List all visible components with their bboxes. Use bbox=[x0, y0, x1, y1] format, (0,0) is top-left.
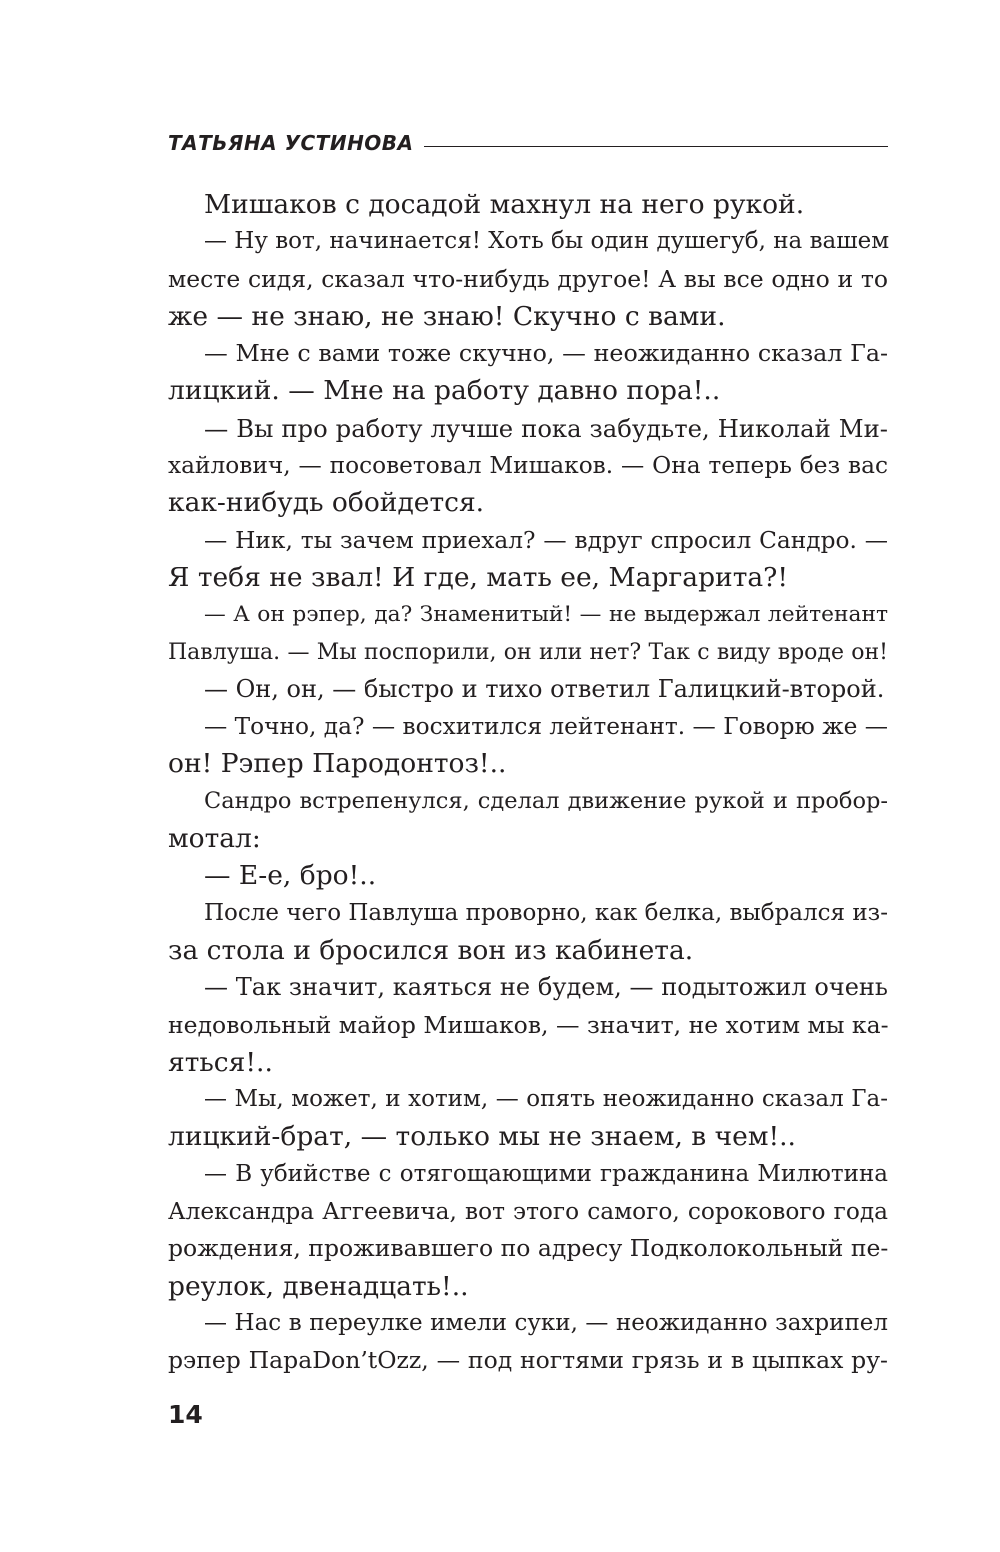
text-line: После чего Павлуша проворно, как белка, выбрался из- bbox=[204, 899, 888, 926]
text-line: — А он рэпер, да? Знаменитый! — не выдержал лейтенант bbox=[204, 602, 888, 628]
running-header-author: ТАТЬЯНА УСТИНОВА bbox=[168, 131, 414, 155]
text-line: — Мне с вами тоже скучно, — неожиданно сказал Га- bbox=[204, 339, 888, 368]
text-line: — Ник, ты зачем приехал? — вдруг спросил Сандро. — bbox=[204, 526, 888, 554]
text-line: — Мы, может, и хотим, — опять неожиданно сказал Га- bbox=[204, 1086, 888, 1113]
text-line: лицкий-брат, — только мы не знаем, в чем!.. bbox=[168, 1121, 796, 1153]
text-line: рэпер ПараDon’tOzz, — под ногтями грязь и в цыпках ру- bbox=[168, 1346, 888, 1375]
text-line: за стола и бросился вон из кабинета. bbox=[168, 934, 694, 966]
text-line: — В убийстве с отягощающими гражданина Милютина bbox=[204, 1160, 888, 1187]
text-line: — Е-е, бро!.. bbox=[204, 860, 377, 892]
text-line: Павлуша. — Мы поспорили, он или нет? Так с виду вроде он! bbox=[168, 639, 888, 665]
text-line: же — не знаю, не знаю! Скучно с вами. bbox=[168, 300, 726, 332]
text-line: месте сидя, сказал что-нибудь другое! А вы все одно и то bbox=[168, 264, 888, 293]
text-line: — Ну вот, начинается! Хоть бы один душегуб, на вашем bbox=[204, 228, 890, 255]
header-rule bbox=[424, 146, 888, 147]
text-line: рождения, проживавшего по адресу Подколокольный пе- bbox=[168, 1234, 889, 1263]
text-line: реулок, двенадцать!.. bbox=[168, 1270, 469, 1302]
text-line: лицкий. — Мне на работу давно пора!.. bbox=[168, 375, 721, 407]
text-line: Александра Аггеевича, вот этого самого, сорокового года bbox=[168, 1198, 888, 1226]
running-header bbox=[168, 128, 888, 158]
text-line: — Он, он, — быстро и тихо ответил Галицкий-второй. bbox=[204, 674, 885, 703]
body-text bbox=[168, 186, 888, 1380]
text-line: — Точно, да? — восхитился лейтенант. — Говорю же — bbox=[204, 713, 888, 741]
page-number: 14 bbox=[168, 1400, 203, 1429]
text-line: — Нас в переулке имели суки, — неожиданно захрипел bbox=[204, 1309, 888, 1336]
text-line: мотал: bbox=[168, 823, 261, 855]
text-line: Мишаков с досадой махнул на него рукой. bbox=[204, 189, 805, 220]
text-line: как-нибудь обойдется. bbox=[168, 487, 485, 519]
text-line: хайлович, — посоветовал Мишаков. — Она теперь без вас bbox=[168, 452, 888, 480]
text-line: Я тебя не звал! И где, мать ее, Маргарита?! bbox=[168, 561, 789, 593]
text-line: он! Рэпер Пародонтоз!.. bbox=[168, 748, 507, 780]
text-line: яться!.. bbox=[168, 1046, 273, 1078]
text-line: Сандро встрепенулся, сделал движение рукой и пробор- bbox=[204, 787, 888, 814]
text-line: — Вы про работу лучше пока забудьте, Николай Ми- bbox=[204, 413, 888, 443]
text-line: — Так значит, каяться не будем, — подытожил очень bbox=[204, 973, 888, 1002]
text-line: недовольный майор Мишаков, — значит, не хотим мы ка- bbox=[168, 1010, 889, 1039]
